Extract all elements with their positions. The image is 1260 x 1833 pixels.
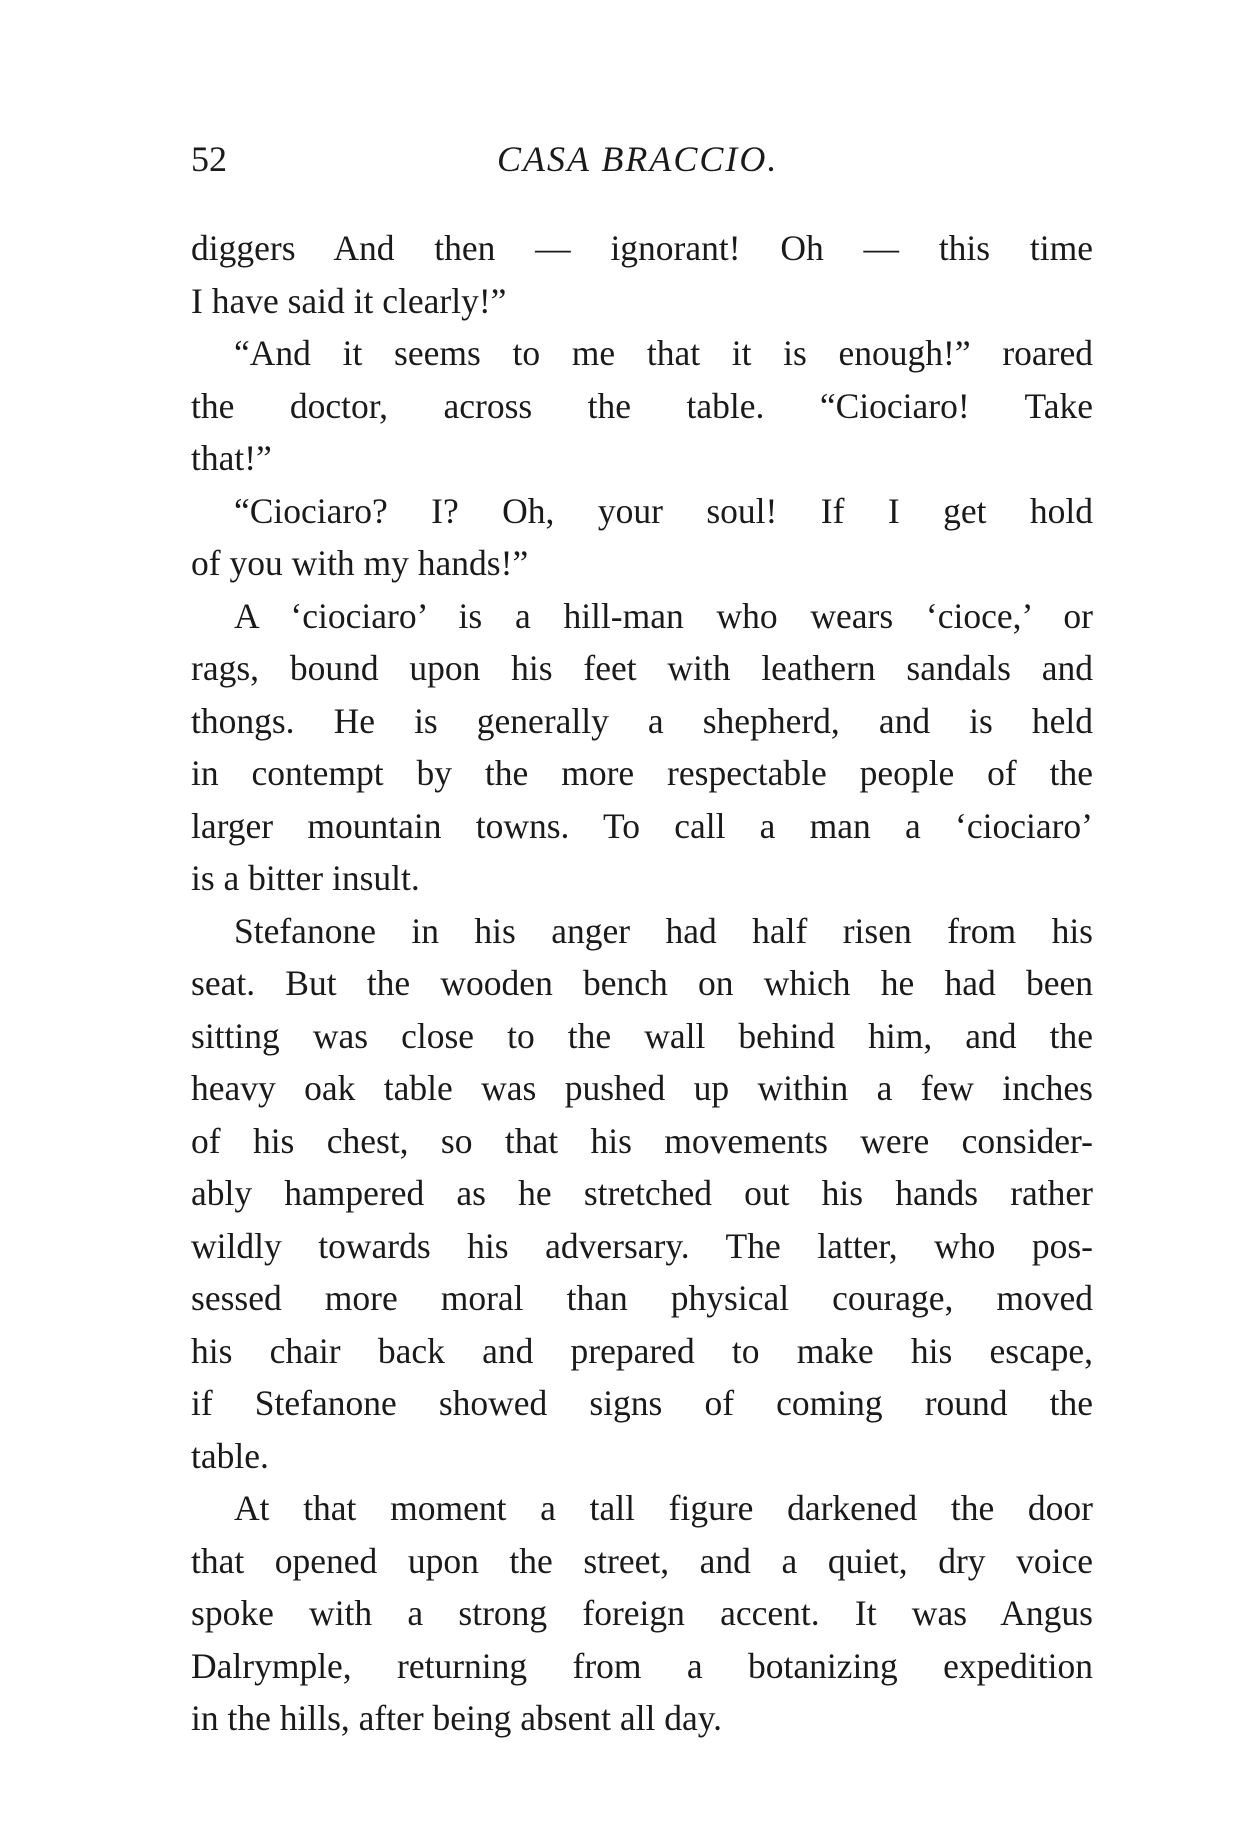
text-line: spoke with a strong foreign accent. It was Angus: [191, 1593, 1093, 1633]
paragraph: [191, 485, 1093, 590]
text-line: of you with my hands!”: [191, 543, 529, 583]
text-line: diggers And then — ignorant! Oh — this time: [191, 228, 1093, 268]
text-line: the doctor, across the table. “Ciociaro! Take: [191, 385, 1093, 426]
text-line: sitting was close to the wall behind him, and the: [191, 1015, 1093, 1056]
text-line: wildly towards his adversary. The latter, who pos-: [191, 1225, 1093, 1266]
text-line: sessed more moral than physical courage, moved: [191, 1278, 1093, 1318]
paragraph: [191, 222, 1093, 327]
paragraph: [191, 327, 1093, 485]
text-line: larger mountain towns. To call a man a ‘ciociaro’: [191, 805, 1093, 846]
paragraph: [191, 1482, 1093, 1745]
text-line: thongs. He is generally a shepherd, and is held: [191, 700, 1093, 741]
text-line: Stefanone in his anger had half risen from his: [234, 910, 1093, 951]
text-line: ably hampered as he stretched out his hands rather: [191, 1173, 1093, 1213]
text-line: that opened upon the street, and a quiet, dry voice: [191, 1540, 1093, 1581]
text-line: rags, bound upon his feet with leathern sandals and: [191, 648, 1093, 688]
text-line: is a bitter insult.: [191, 858, 420, 898]
page-number: 52: [191, 139, 227, 179]
paragraph: [191, 905, 1093, 1483]
text-line: At that moment a tall figure darkened the door: [234, 1488, 1093, 1528]
text-line: “And it seems to me that it is enough!” roared: [234, 333, 1093, 373]
text-line: A ‘ciociaro’ is a hill-man who wears ‘cioce,’ or: [234, 595, 1093, 636]
text-line: of his chest, so that his movements were consider-: [191, 1120, 1093, 1161]
running-head: [191, 134, 1091, 184]
text-line: that!”: [191, 438, 272, 478]
text-line: his chair back and prepared to make his escape,: [191, 1330, 1093, 1371]
text-line: “Ciociaro? I? Oh, your soul! If I get hold: [234, 490, 1093, 531]
text-line: in the hills, after being absent all day.: [191, 1698, 723, 1738]
text-line: table.: [191, 1435, 269, 1476]
text-line: heavy oak table was pushed up within a few inches: [191, 1068, 1093, 1108]
text-line: Dalrymple, returning from a botanizing expedition: [191, 1645, 1093, 1686]
text-line: in contempt by the more respectable people of the: [191, 753, 1093, 793]
body-text: [191, 222, 1093, 1745]
paragraph: [191, 590, 1093, 905]
text-line: I have said it clearly!”: [191, 280, 507, 321]
running-title: CASA BRACCIO.: [497, 139, 779, 179]
text-line: if Stefanone showed signs of coming round the: [191, 1383, 1093, 1423]
text-line: seat. But the wooden bench on which he had been: [191, 963, 1093, 1003]
